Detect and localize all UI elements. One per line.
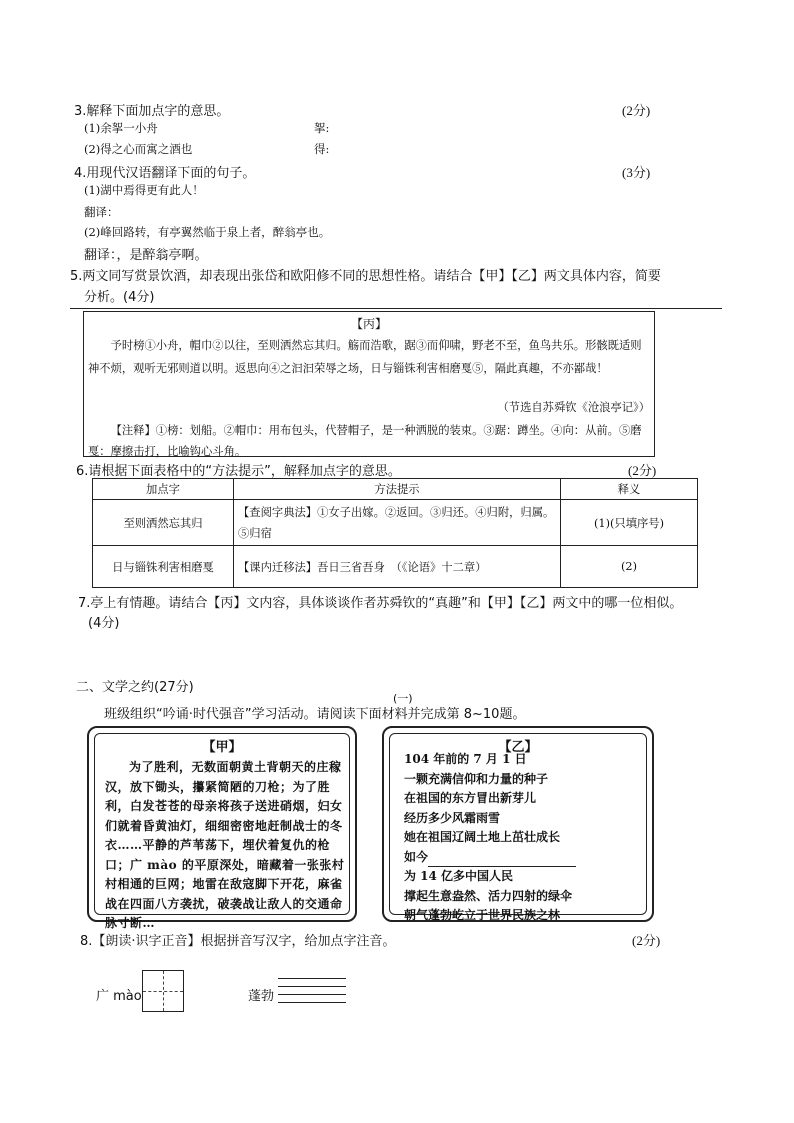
pinyin-guide-line xyxy=(278,986,346,987)
row-2-hint: 【课内迁移法】吾日三省吾身 （《论语》十二章） xyxy=(234,546,561,588)
jia-heading: 【甲】 xyxy=(202,740,242,755)
poem-line: 经历多少风霜雨雪 xyxy=(404,810,501,825)
pinyin-guide-line xyxy=(278,978,346,979)
poem-line: 她在祖国辽阔土地上茁壮成长 xyxy=(404,830,561,844)
q8-score: (2分) xyxy=(632,933,661,948)
q7-line-2: (4分) xyxy=(88,616,120,631)
grid-guide-vertical xyxy=(163,971,164,1011)
q4-sentence-1: (1)湖中焉得更有此人！ xyxy=(84,183,204,197)
q8-stem: 8.【朗读·识字正音】根据拼音写汉字，给加点字注音。 xyxy=(80,934,396,949)
row-2-word: 日与锱铢利害相磨戛 xyxy=(93,546,234,588)
character-writing-grid[interactable] xyxy=(142,970,184,1012)
q5-line-2: 分析。(4分) xyxy=(84,290,155,305)
row-1-word: 至则洒然忘其归 xyxy=(93,500,234,546)
method-table xyxy=(92,478,698,588)
bing-source: （节选自苏舜钦《沧浪亭记》） xyxy=(497,401,650,414)
q7-line-1: 7.亭上有情趣。请结合【丙】文内容，具体谈谈作者苏舜钦的“真趣”和【甲】【乙】两文中的哪一位相似。 xyxy=(78,596,683,611)
header-hint: 方法提示 xyxy=(234,479,561,500)
fill-blank[interactable] xyxy=(428,854,576,867)
section2-subtitle: (一) xyxy=(393,692,413,705)
q6-stem: 6.请根据下面表格中的“方法提示”，解释加点字的意思。 xyxy=(76,464,401,479)
poem-line: 撑起生意盎然、活力四射的绿伞 xyxy=(404,888,573,903)
pinyin-guide-line[interactable] xyxy=(278,1002,346,1003)
word-label: 蓬勃 xyxy=(248,989,275,1004)
yi-poem xyxy=(404,750,576,926)
table-header-row xyxy=(93,479,698,500)
pinyin-guide-line xyxy=(278,994,346,995)
poem-line: 朝气蓬勃屹立于世界民族之林 xyxy=(404,908,561,922)
q4-translate-2: 翻译：，是醉翁亭啊。 xyxy=(84,248,208,263)
q6-score: (2分) xyxy=(628,463,657,478)
q3-item-1: (1)余挐一小舟 xyxy=(84,121,158,135)
header-meaning: 释义 xyxy=(561,479,698,500)
table-row xyxy=(93,500,698,546)
pinyin-label: 广 mào xyxy=(96,989,142,1004)
poem-line-with-blank xyxy=(404,848,576,868)
q4-sentence-2: (2)峰回路转，有亭翼然临于泉上者，醉翁亭也。 xyxy=(84,225,331,239)
poem-line: 一颗充满信仰和力量的种子 xyxy=(404,771,549,786)
q3-stem: 3.解释下面加点字的意思。 xyxy=(74,104,230,119)
bing-title: 【丙】 xyxy=(350,317,387,331)
q4-score: (3分) xyxy=(622,165,651,180)
q3-item-1-label: 挐: xyxy=(314,121,330,135)
row-1-answer: (1)(只填序号) xyxy=(561,500,698,546)
section2-intro: 班级组织“吟诵·时代强音”学习活动。请阅读下面材料并完成第 8~10题。 xyxy=(104,707,526,722)
row-2-answer: (2) xyxy=(561,546,698,588)
q3-item-2-label: 得: xyxy=(314,142,330,156)
poem-line: 为 14 亿多中国人民 xyxy=(404,869,514,883)
q3-score: (2分) xyxy=(622,103,651,118)
bing-text: 予时榜①小舟，帽巾②以往，至则洒然忘其归。觞而浩歌，踞③而仰啸，野老不至，鱼鸟共乐。形骸既适则神不烦，观听无邪则道以明。返思向④之汩汩荣辱之场，日与锱铢利害相磨戛⑤，隔此真趣，不亦鄙哉！ xyxy=(88,339,642,375)
poem-line: 在祖国的东方冒出新芽儿 xyxy=(404,791,537,805)
q4-stem: 4.用现代汉语翻译下面的句子。 xyxy=(74,166,256,181)
section-divider xyxy=(70,308,722,309)
q4-translate-1: 翻译： xyxy=(84,205,119,219)
poem-line: 如今 xyxy=(404,849,429,864)
bing-note: 【注释】①榜：划船。②帽巾：用布包头，代替帽子，是一种洒脱的装束。③踞：蹲坐。④向：从前。⑤磨戛：摩擦击打，比喻钩心斗角。 xyxy=(88,424,642,458)
yi-heading: 【乙】 xyxy=(498,740,538,755)
poem-line: 104 年前的 7 月 1 日 xyxy=(404,752,527,766)
header-word: 加点字 xyxy=(93,479,234,500)
section2-title: 二、文学之约(27分) xyxy=(76,680,194,695)
yi-frame xyxy=(382,726,654,922)
jia-text: 为了胜利，无数面朝黄土背朝天的庄稼汉，放下锄头，攥紧简陋的刀枪；为了胜利，白发苍苍的母亲将孩子送进硝烟，妇女们就着昏黄油灯，细细密密地赶制战士的冬衣……平静的芦苇荡下，埋伏着复仇的枪口；广 mào 的平原深处，暗藏着一张张村村相通的巨网；地雷在敌寇脚下开花，麻雀战在四面八方袭扰，破袭战让敌人的交通命脉寸断… xyxy=(105,760,345,930)
table-row xyxy=(93,546,698,588)
jia-frame xyxy=(87,726,357,930)
q3-item-2: (2)得之心而寓之酒也 xyxy=(84,142,193,156)
q5-line-1: 5.两文同写赏景饮酒，却表现出张岱和欧阳修不同的思想性格。请结合【甲】【乙】两文具体内容，简要 xyxy=(70,269,661,284)
row-1-hint: 【查阅字典法】①女子出嫁。②返回。③归还。④归附，归属。⑤归宿 xyxy=(234,500,561,546)
bing-passage-box xyxy=(83,311,655,457)
